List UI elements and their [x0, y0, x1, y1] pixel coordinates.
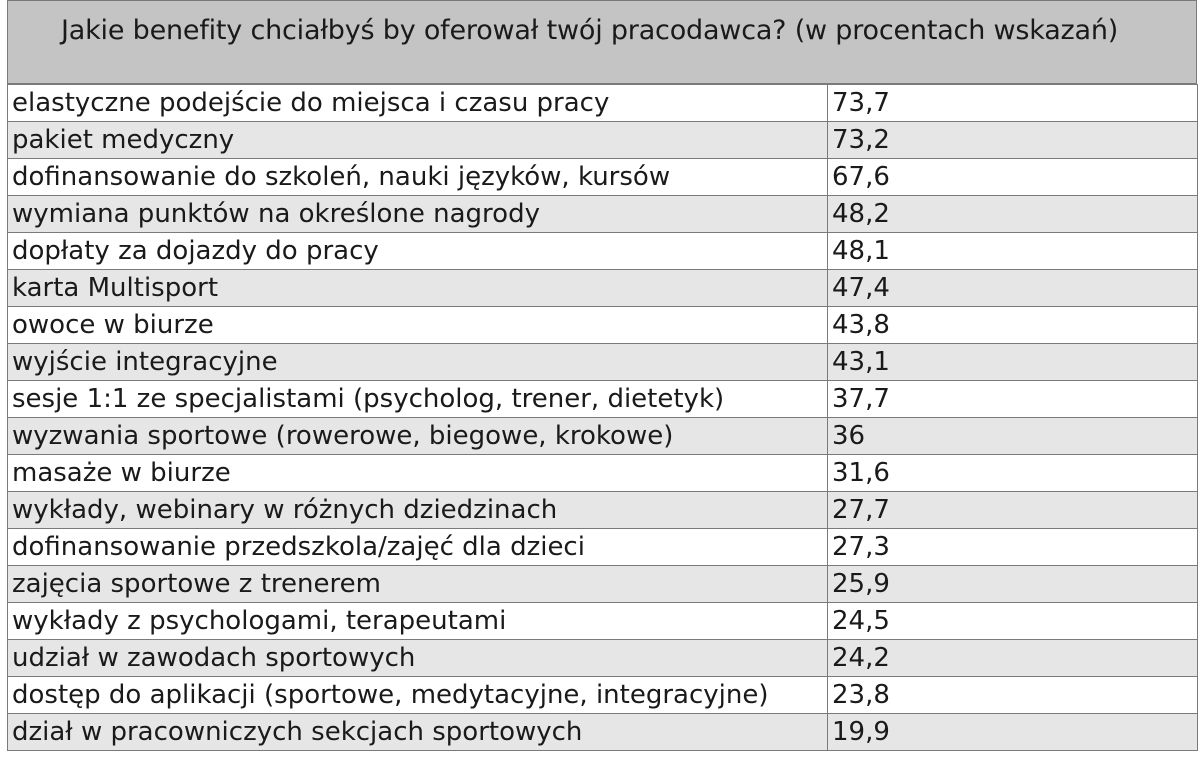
benefit-percentage: 43,1 [828, 344, 1198, 381]
benefit-label: elastyczne podejście do miejsca i czasu pracy [8, 85, 828, 122]
table-row [8, 344, 1198, 381]
benefit-label: dofinansowanie do szkoleń, nauki języków, kursów [8, 159, 828, 196]
benefits-table-container [7, 0, 1197, 761]
benefit-percentage: 27,3 [828, 529, 1198, 566]
table-row [8, 603, 1198, 640]
benefits-table [7, 84, 1198, 751]
table-row [8, 381, 1198, 418]
benefit-percentage: 27,7 [828, 492, 1198, 529]
table-row [8, 270, 1198, 307]
table-row [8, 714, 1198, 751]
benefit-label: pakiet medyczny [8, 122, 828, 159]
benefit-percentage: 19,9 [828, 714, 1198, 751]
benefit-percentage: 73,2 [828, 122, 1198, 159]
table-title: Jakie benefity chciałbyś by oferował twój pracodawca? (w procentach wskazań) [61, 15, 1119, 46]
benefit-percentage: 24,2 [828, 640, 1198, 677]
benefit-percentage: 43,8 [828, 307, 1198, 344]
benefit-label: wymiana punktów na określone nagrody [8, 196, 828, 233]
benefit-percentage: 23,8 [828, 677, 1198, 714]
table-row [8, 492, 1198, 529]
table-row [8, 677, 1198, 714]
table-row [8, 307, 1198, 344]
benefit-label: dofinansowanie przedszkola/zajęć dla dzieci [8, 529, 828, 566]
benefit-label: dział w pracowniczych sekcjach sportowych [8, 714, 828, 751]
benefit-percentage: 48,2 [828, 196, 1198, 233]
table-row [8, 85, 1198, 122]
benefit-percentage: 25,9 [828, 566, 1198, 603]
benefit-percentage: 48,1 [828, 233, 1198, 270]
table-row [8, 640, 1198, 677]
table-row [8, 455, 1198, 492]
table-body [8, 85, 1198, 751]
benefit-label: owoce w biurze [8, 307, 828, 344]
table-title-row [7, 0, 1197, 84]
benefit-percentage: 37,7 [828, 381, 1198, 418]
benefit-percentage: 47,4 [828, 270, 1198, 307]
benefit-percentage: 36 [828, 418, 1198, 455]
table-row [8, 233, 1198, 270]
benefit-percentage: 24,5 [828, 603, 1198, 640]
benefit-label: masaże w biurze [8, 455, 828, 492]
benefit-label: udział w zawodach sportowych [8, 640, 828, 677]
benefit-percentage: 31,6 [828, 455, 1198, 492]
benefit-label: wykłady, webinary w różnych dziedzinach [8, 492, 828, 529]
table-row [8, 122, 1198, 159]
table-row [8, 196, 1198, 233]
benefit-label: dopłaty za dojazdy do pracy [8, 233, 828, 270]
benefit-label: karta Multisport [8, 270, 828, 307]
benefit-percentage: 67,6 [828, 159, 1198, 196]
table-row [8, 418, 1198, 455]
benefit-label: sesje 1:1 ze specjalistami (psycholog, trener, dietetyk) [8, 381, 828, 418]
table-row [8, 566, 1198, 603]
benefit-percentage: 73,7 [828, 85, 1198, 122]
benefit-label: wykłady z psychologami, terapeutami [8, 603, 828, 640]
benefit-label: wyzwania sportowe (rowerowe, biegowe, krokowe) [8, 418, 828, 455]
benefit-label: wyjście integracyjne [8, 344, 828, 381]
benefit-label: dostęp do aplikacji (sportowe, medytacyjne, integracyjne) [8, 677, 828, 714]
table-row [8, 159, 1198, 196]
table-row [8, 529, 1198, 566]
benefit-label: zajęcia sportowe z trenerem [8, 566, 828, 603]
